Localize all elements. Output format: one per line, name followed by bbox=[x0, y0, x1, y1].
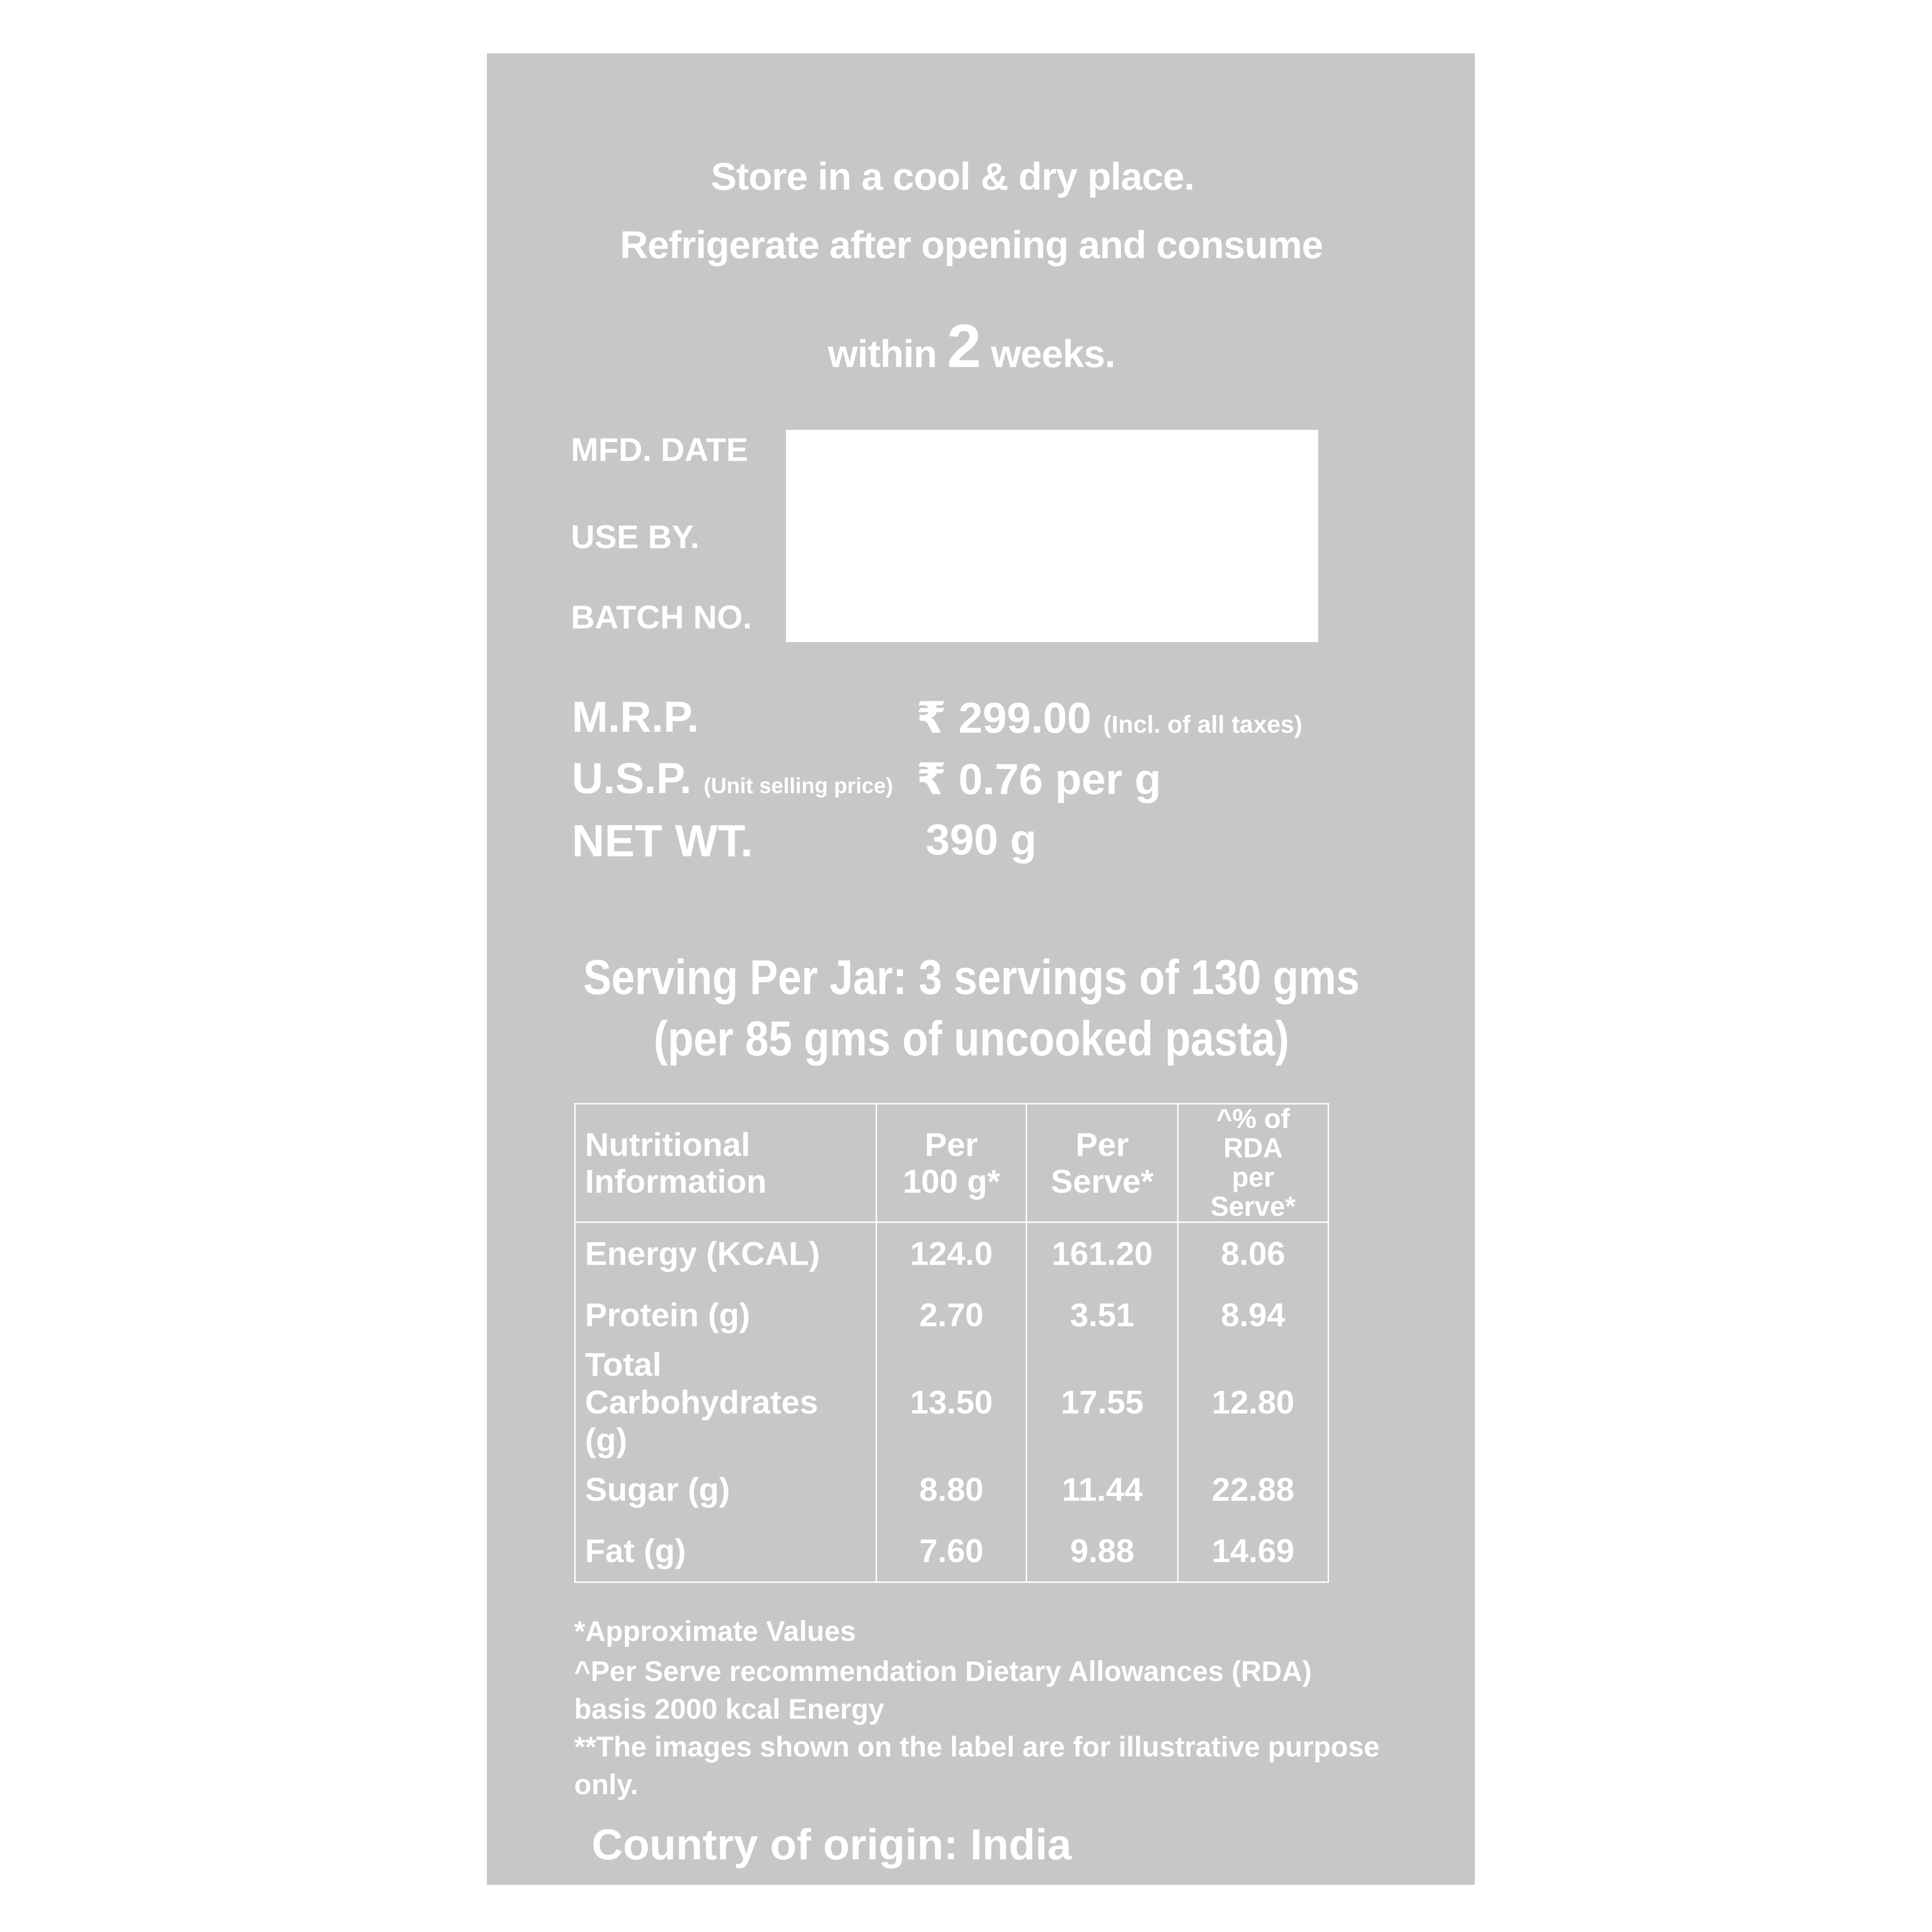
per-100g-value: 124.0 bbox=[876, 1222, 1027, 1285]
country-of-origin: Country of origin: India bbox=[592, 1821, 1071, 1869]
per-serve-value: 3.51 bbox=[1027, 1284, 1178, 1346]
per-100g-value: 13.50 bbox=[876, 1346, 1027, 1459]
nutrient-name-line2: Carbohydrates (g) bbox=[585, 1384, 819, 1458]
table-row bbox=[575, 1459, 1329, 1520]
mrp-tax-note: (Incl. of all taxes) bbox=[1103, 711, 1303, 738]
mrp-value: ₹ 299.00 bbox=[916, 694, 1091, 742]
rda-note-line-2: basis 2000 kcal Energy bbox=[574, 1693, 885, 1725]
mrp-label: M.R.P. bbox=[572, 693, 699, 741]
header-col3-line2: Serve* bbox=[1051, 1163, 1154, 1200]
header-col4-line2: per Serve* bbox=[1210, 1162, 1296, 1222]
per-100g-value: 2.70 bbox=[876, 1284, 1027, 1346]
table-row bbox=[575, 1346, 1329, 1459]
images-note-line-2: only. bbox=[574, 1769, 638, 1800]
usp-label-row bbox=[572, 754, 893, 803]
header-col4-line1: ^% of RDA bbox=[1216, 1104, 1290, 1163]
nutrient-name-line1: Total bbox=[585, 1346, 662, 1383]
nutrient-name: Protein (g) bbox=[575, 1284, 877, 1346]
per-serve-value: 9.88 bbox=[1027, 1520, 1178, 1582]
nutrient-name bbox=[575, 1346, 877, 1459]
rda-value: 8.06 bbox=[1178, 1222, 1328, 1285]
storage-line-2: Refrigerate after opening and consume bbox=[620, 224, 1323, 267]
table-row bbox=[575, 1222, 1329, 1285]
usp-note: (Unit selling price) bbox=[703, 773, 893, 798]
usp-label: U.S.P. bbox=[572, 754, 692, 803]
date-print-box bbox=[786, 430, 1318, 642]
rda-value: 14.69 bbox=[1178, 1520, 1328, 1582]
header-rda-per-serve bbox=[1178, 1104, 1328, 1222]
batch-no-label: BATCH NO. bbox=[571, 599, 752, 636]
nutrient-name: Fat (g) bbox=[575, 1520, 877, 1582]
rda-value: 8.94 bbox=[1178, 1284, 1328, 1346]
mrp-value-row bbox=[916, 693, 1302, 743]
per-100g-value: 7.60 bbox=[876, 1520, 1027, 1582]
storage-line-1: Store in a cool & dry place. bbox=[711, 155, 1195, 198]
header-per-100g bbox=[876, 1104, 1027, 1222]
rda-value: 22.88 bbox=[1178, 1459, 1328, 1520]
per-serve-value: 17.55 bbox=[1027, 1346, 1178, 1459]
storage-line-3 bbox=[477, 310, 1465, 381]
serving-line-2: (per 85 gms of uncooked pasta) bbox=[653, 1012, 1289, 1066]
mfd-date-label: MFD. DATE bbox=[571, 431, 748, 468]
storage-within: within bbox=[828, 333, 937, 376]
net-weight-value: 390 g bbox=[926, 816, 1037, 864]
rda-note-line-1: ^Per Serve recommendation Dietary Allowances (RDA) bbox=[574, 1656, 1312, 1687]
per-100g-value: 8.80 bbox=[876, 1459, 1027, 1520]
use-by-label: USE BY. bbox=[571, 519, 700, 555]
nutrient-name: Sugar (g) bbox=[575, 1459, 877, 1520]
nutrition-table bbox=[574, 1103, 1329, 1583]
header-col2-line1: Per bbox=[925, 1126, 979, 1163]
header-col3-line1: Per bbox=[1075, 1126, 1129, 1163]
table-row bbox=[575, 1520, 1329, 1582]
per-serve-value: 11.44 bbox=[1027, 1459, 1178, 1520]
nutrition-header-row bbox=[575, 1104, 1329, 1222]
table-row bbox=[575, 1284, 1329, 1346]
header-per-serve bbox=[1027, 1104, 1178, 1222]
label-panel bbox=[487, 53, 1475, 1885]
per-serve-value: 161.20 bbox=[1027, 1222, 1178, 1285]
storage-weeks-number: 2 bbox=[947, 311, 981, 380]
nutrient-name: Energy (KCAL) bbox=[575, 1222, 877, 1285]
rda-value: 12.80 bbox=[1178, 1346, 1328, 1459]
header-col1-line2: Information bbox=[585, 1163, 767, 1200]
header-nutritional-information bbox=[575, 1104, 877, 1222]
approximate-values-note: *Approximate Values bbox=[574, 1615, 856, 1647]
header-col1-line1: Nutritional bbox=[585, 1126, 750, 1163]
images-note-line-1: **The images shown on the label are for illustrative purpose bbox=[574, 1731, 1380, 1763]
net-weight-label: NET WT. bbox=[572, 816, 753, 866]
header-col2-line2: 100 g* bbox=[903, 1163, 1000, 1200]
usp-value: ₹ 0.76 per g bbox=[916, 755, 1162, 803]
storage-weeks: weeks. bbox=[991, 333, 1115, 376]
serving-line-1: Serving Per Jar: 3 servings of 130 gms bbox=[583, 950, 1360, 1005]
